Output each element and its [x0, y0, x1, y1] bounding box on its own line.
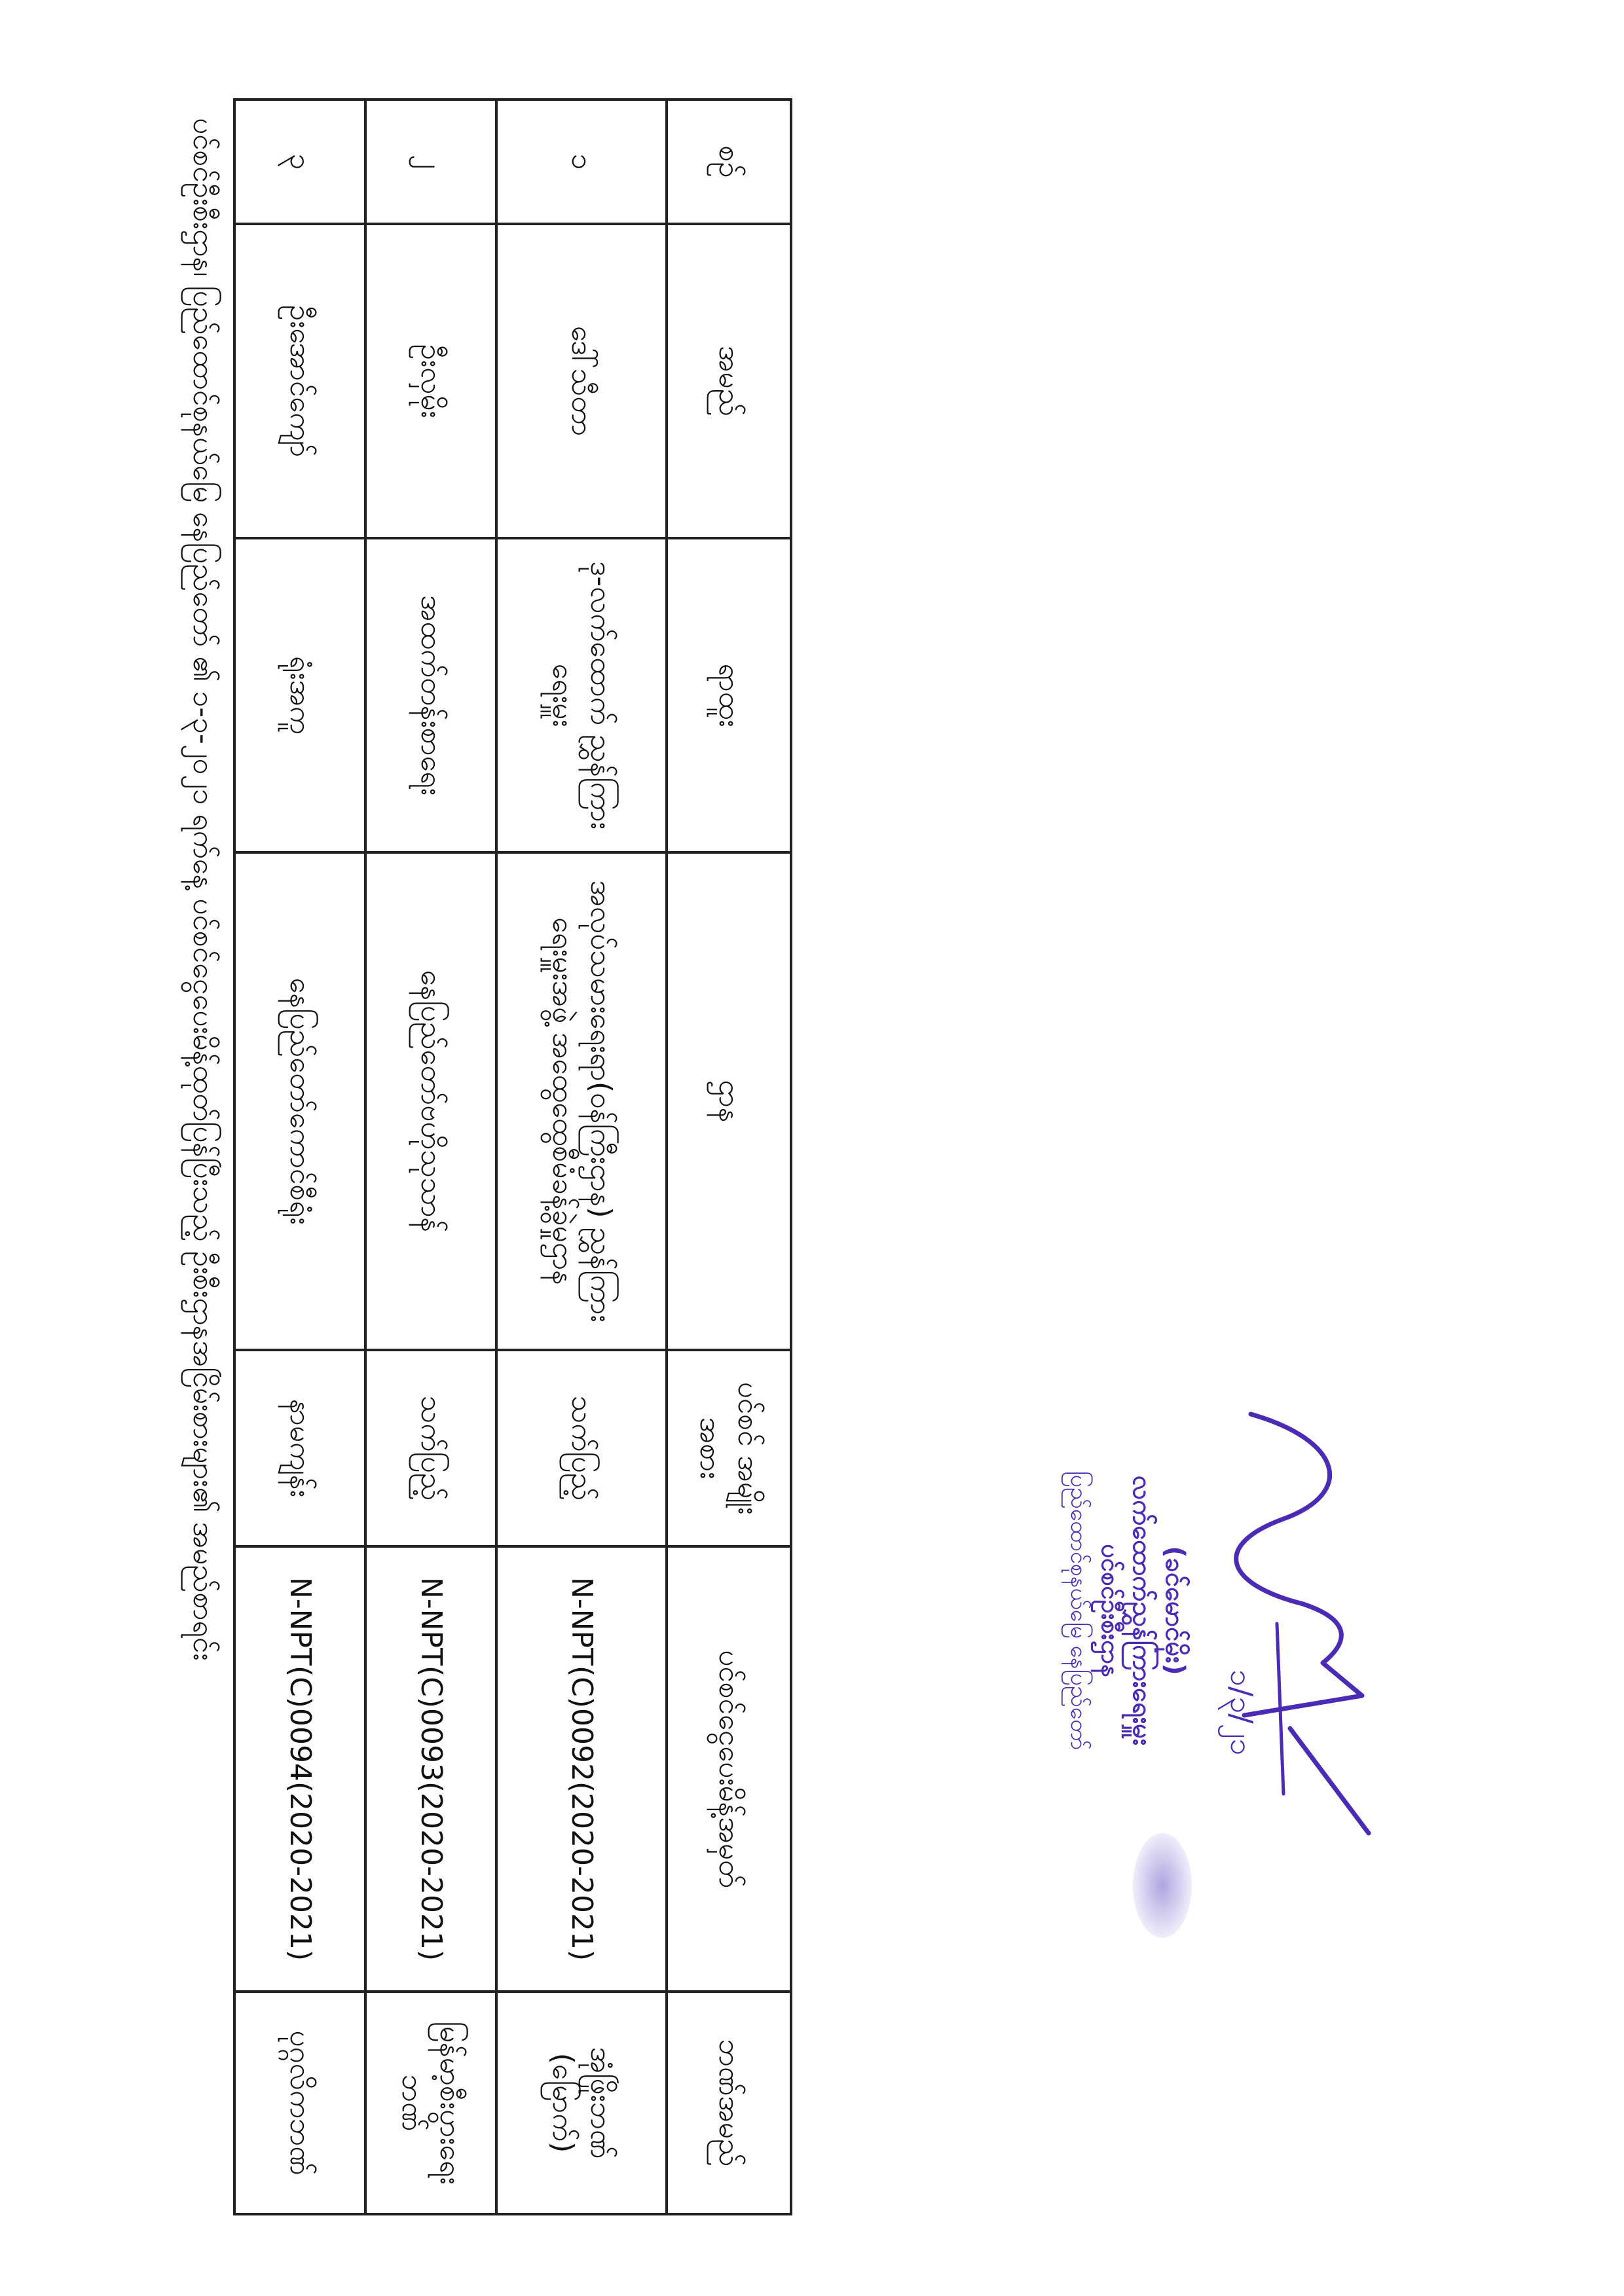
header-rank: ရာထူး — [667, 538, 791, 852]
header-bank: ဘဏ်အမည် — [667, 1992, 791, 2214]
cell-bank: အုံဖြိုးဘဏ် (မြောက်) — [496, 1992, 667, 2214]
cell-no: ၂ — [365, 100, 496, 224]
cell-order-no: N-NPT(C)0093(2020-2021) — [365, 1546, 496, 1992]
header-no: စဉ် — [667, 100, 791, 224]
cell-no: ၃ — [234, 100, 365, 224]
header-name: အမည် — [667, 224, 791, 538]
cell-department: နေပြည်တော်ကောင်စီရုံး — [234, 852, 365, 1350]
cell-name: ဒေါ်သီတာ — [496, 224, 667, 538]
cell-rank: အထက်တန်းစာရေး — [365, 538, 496, 852]
cell-name: ဦးအောင်ကျော် — [234, 224, 365, 538]
cell-order-no: N-NPT(C)0094(2020-2021) — [234, 1546, 365, 1992]
signatory-department: ပင်စင်ဦးစီးဌာန — [1096, 1544, 1125, 1677]
signature-block — [1035, 1218, 1388, 2003]
cell-no: ၁ — [496, 100, 667, 224]
cell-pension-type: သက်ပြည့် — [496, 1350, 667, 1546]
header-department: ဌာန — [667, 852, 791, 1350]
signatory-name: (ခင်မောင်မိုး) — [1160, 1546, 1190, 1675]
cell-bank: ပုဂ္ဂလိကဘဏ် — [234, 1992, 365, 2214]
cell-department: အလုပ်သမားရေးရာ(ဝန်ကြီးဌာန) ညွှန်ကြားရေးမှူးအဖွဲ့ အထွေထွေစီမံခန့်ခွဲမှုဌာန — [496, 852, 667, 1350]
cell-name: ဦးလှမိုး — [365, 224, 496, 538]
cell-pension-type: သက်ပြည့် — [365, 1350, 496, 1546]
table-header-row — [667, 100, 791, 2214]
table-row — [496, 100, 667, 2214]
cell-rank: ဒု-လက်ထောက် ညွှန်ကြားရေးမှူး — [496, 538, 667, 852]
header-pension-type: ပင်စင် အမျိုးအစား — [667, 1350, 791, 1546]
pension-table — [233, 98, 792, 2215]
cell-order-no: N-NPT(C)0092(2020-2021) — [496, 1546, 667, 1992]
cell-bank: မြန်မာ့စီးပွားရေးဘဏ် — [365, 1992, 496, 2214]
cell-rank: ရုံးအကူ — [234, 538, 365, 852]
table-row — [234, 100, 365, 2214]
header-order-no: ပင်စင်ငွေပေးမိန့်အမှတ် — [667, 1546, 791, 1992]
document-title: ပင်စင်ဦးစီးဌာန၊ ပြည်ထောင်စုနယ်မြေ နေပြည်တော် ၏ ၁-၃-၂၀၂၁ ရက်နေ့ ပင်စင်ငွေပေးမိန့်ထုတ်ပြန်ပြီးသည့် ဦးစီးဌာနအငြိမ်းစားများ၏ အမည်စာရင်း — [187, 118, 220, 1661]
table-row — [365, 100, 496, 2214]
signature-mark-icon — [1211, 1388, 1382, 1846]
signature-date: ၁/၃/၂၁ — [1224, 1669, 1259, 1756]
cell-department: နေပြည်တော်ဗဟိုသုသာန် — [365, 852, 496, 1350]
signatory-location: ပြည်ထောင်စုနယ်မြေ နေပြည်တော် — [1065, 1470, 1092, 1751]
signatory-title: လက်ထောက်ညွှန်ကြားရေးမှူး — [1127, 1475, 1157, 1746]
cell-pension-type: နာမကျန်း — [234, 1350, 365, 1546]
